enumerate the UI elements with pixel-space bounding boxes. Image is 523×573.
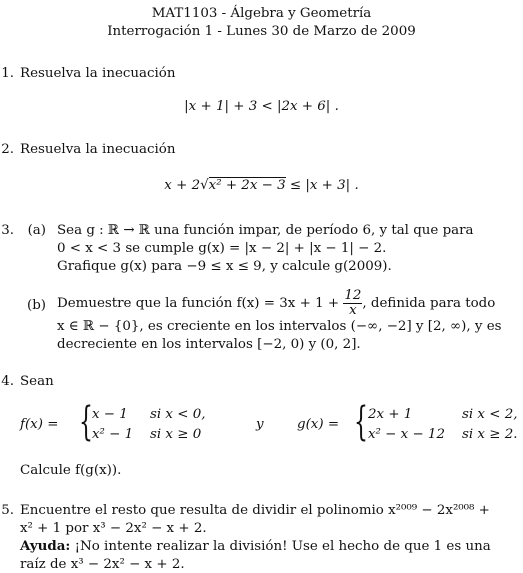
problem-3b-line-1-pre: Demuestre que la función f(x) = 3x + 1 + xyxy=(57,296,344,311)
fraction-12-over-x xyxy=(343,289,362,318)
hint-label: Ayuda: xyxy=(20,538,71,554)
f-left-brace: { xyxy=(79,399,93,445)
g-left-brace: { xyxy=(354,399,368,445)
problem-2-formula xyxy=(0,177,523,194)
fraction-denominator: x xyxy=(349,303,357,318)
problem-3-number: 3. xyxy=(1,223,14,238)
problem-3b-label: (b) xyxy=(26,298,46,313)
problem-5-line-2: x² + 1 por x³ − 2x² − x + 2. xyxy=(20,521,207,536)
problem-3a-line-3: Grafique g(x) para −9 ≤ x ≤ 9, y calcule g(2009). xyxy=(57,259,392,274)
problem-3a-line-1: Sea g : ℝ → ℝ una función impar, de período 6, y tal que para xyxy=(57,223,474,238)
problem-3b-line-3: decreciente en los intervalos [−2, 0) y (0, 2]. xyxy=(57,337,361,352)
problem-1-formula: |x + 1| + 3 < |2x + 6| . xyxy=(184,99,339,114)
f-case-1-expression: x − 1 xyxy=(92,407,128,422)
f-case-1-condition: si x < 0, xyxy=(150,407,206,422)
problem-5-hint-line-2: raíz de x³ − 2x² − x + 2. xyxy=(20,557,185,572)
problem-3b-line-1 xyxy=(57,287,495,321)
problem-1-text: Resuelva la inecuación xyxy=(20,66,176,81)
problem-2-formula-pre: x + 2 xyxy=(164,178,201,193)
fraction-numerator: 12 xyxy=(344,288,362,303)
problem-4-number: 4. xyxy=(1,374,14,389)
f-case-2-condition: si x ≥ 0 xyxy=(150,427,202,442)
g-definition-label: g(x) = xyxy=(297,417,340,432)
f-definition-label: f(x) = xyxy=(20,417,59,432)
connector-y: y xyxy=(256,417,264,432)
problem-2-number: 2. xyxy=(1,142,14,157)
g-case-1-condition: si x < 2, xyxy=(462,407,518,422)
problem-3b-line-2: x ∈ ℝ − {0}, es creciente en los intervalos (−∞, −2] y [2, ∞), y es xyxy=(57,319,502,334)
problem-3a-label: (a) xyxy=(27,223,46,238)
problem-5-line-1: Encuentre el resto que resulta de dividir el polinomio x²⁰⁰⁹ − 2x²⁰⁰⁸ + xyxy=(20,503,490,518)
f-case-2-expression: x² − 1 xyxy=(92,427,134,442)
hint-text: ¡No intente realizar la división! Use el hecho de que 1 es una xyxy=(70,539,491,554)
g-case-1-expression: 2x + 1 xyxy=(368,407,413,422)
sqrt-sign: √ xyxy=(200,178,209,193)
problem-4-text: Sean xyxy=(20,374,54,389)
problem-4-closing: Calcule f(g(x)). xyxy=(20,463,122,478)
problem-3a-line-2: 0 < x < 3 se cumple g(x) = |x − 2| + |x − 1| − 2. xyxy=(57,241,387,256)
problem-2-text: Resuelva la inecuación xyxy=(20,142,176,157)
exam-subtitle: Interrogación 1 - Lunes 30 de Marzo de 2009 xyxy=(107,24,416,39)
problem-1-number: 1. xyxy=(1,66,14,81)
exam-title: MAT1103 - Álgebra y Geometría xyxy=(151,6,372,21)
g-case-2-expression: x² − x − 12 xyxy=(368,427,445,442)
problem-5-number: 5. xyxy=(1,503,14,518)
problem-5-hint xyxy=(20,538,491,555)
problem-2-radicand: x² + 2x − 3 xyxy=(208,178,286,193)
problem-3b-line-1-post: , definida para todo xyxy=(362,296,496,311)
g-case-2-condition: si x ≥ 2. xyxy=(462,427,518,442)
problem-2-formula-post: ≤ |x + 3| . xyxy=(285,178,359,193)
